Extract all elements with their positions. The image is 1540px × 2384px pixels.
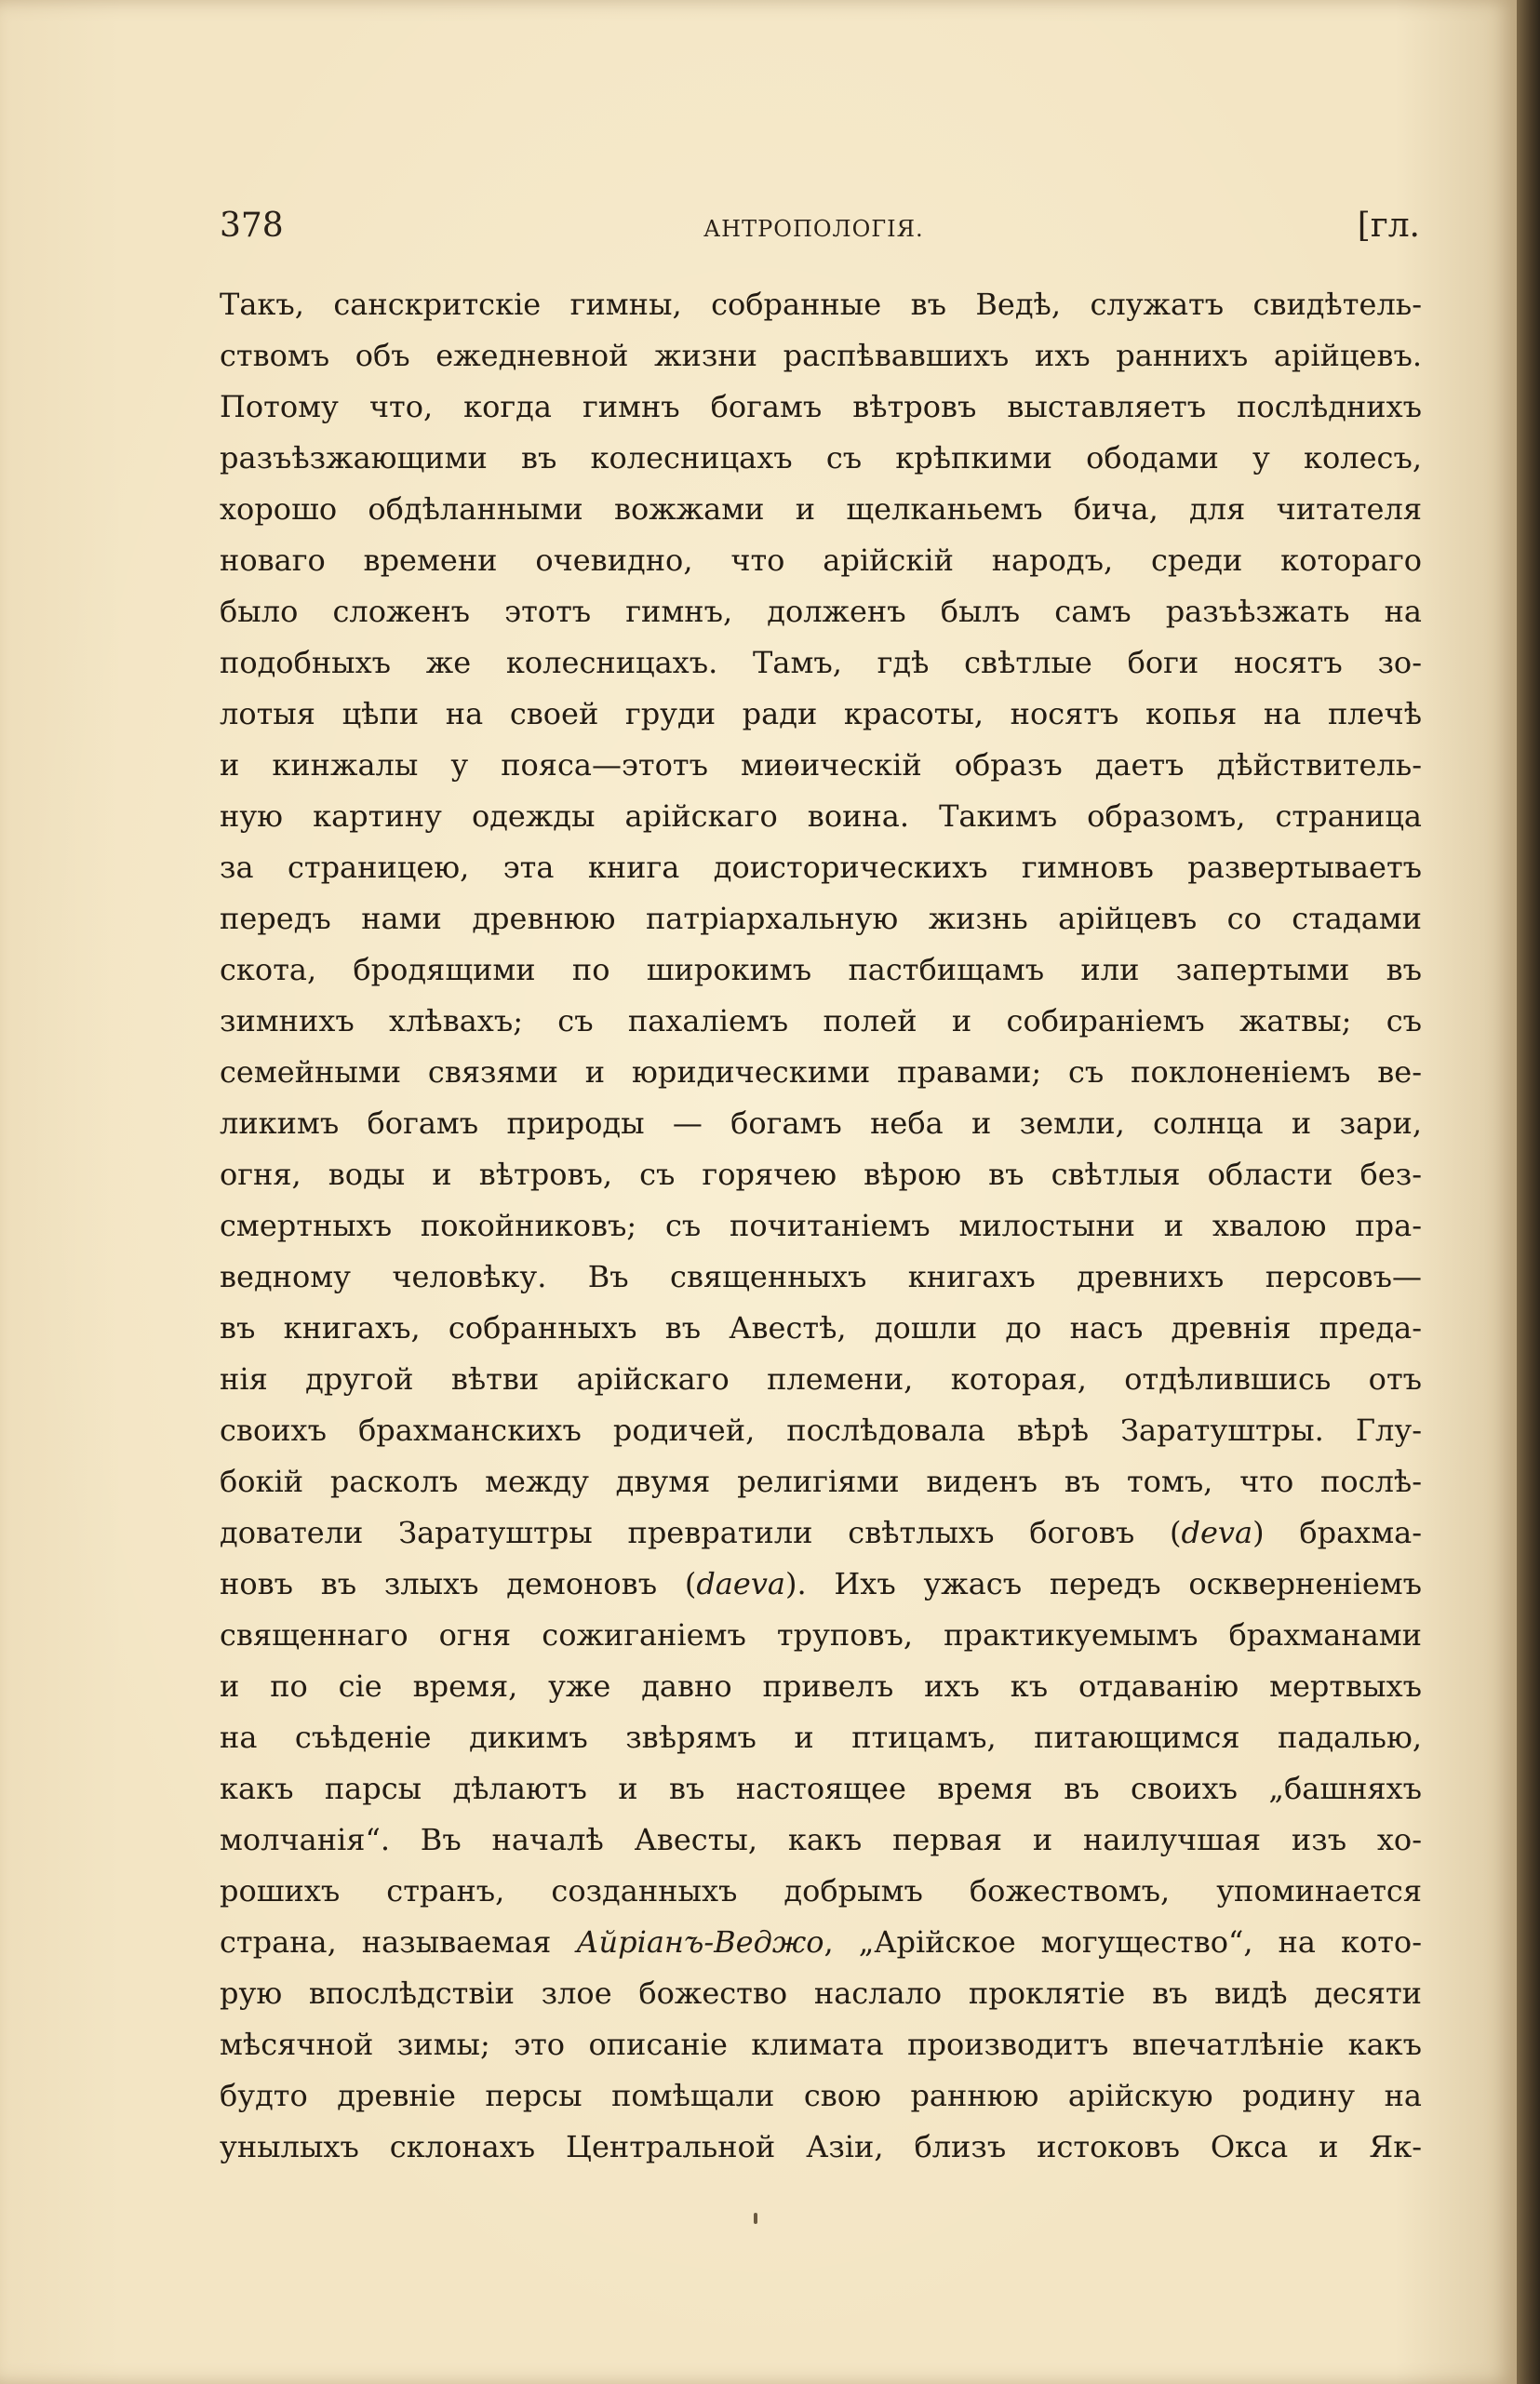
- text-line-mixed: [220, 1507, 1422, 1559]
- body-text: [220, 279, 1422, 2173]
- text-segment: страна, называемая: [220, 1924, 577, 1960]
- text-line: Потому что, когда гимнъ богамъ вѣтровъ выставляетъ послѣднихъ: [220, 389, 1422, 424]
- text-line: на съѣденіе дикимъ звѣрямъ и птицамъ, питающимся падалью,: [220, 1720, 1422, 1755]
- page-header: [220, 207, 1420, 253]
- text-line: новаго времени очевидно, что арійскій народъ, среди котораго: [220, 542, 1422, 578]
- text-line: Такъ, санскритскіе гимны, собранные въ Ведѣ, служатъ свидѣтель-: [220, 287, 1422, 322]
- text-line: и кинжалы у пояса—этотъ миѳическій образъ даетъ дѣйствитель-: [220, 747, 1422, 783]
- text-line: рошихъ странъ, созданныхъ добрымъ божествомъ, упоминается: [220, 1873, 1422, 1909]
- text-line: скота, бродящими по широкимъ пастбищамъ или запертыми въ: [220, 952, 1422, 987]
- printer-mark: [754, 2213, 757, 2224]
- text-line: мѣсячной зимы; это описаніе климата производитъ впечатлѣніе какъ: [220, 2027, 1422, 2062]
- text-line: за страницею, эта книга доисторическихъ гимновъ развертываетъ: [220, 850, 1422, 885]
- text-line: семейными связями и юридическими правами; съ поклоненіемъ ве-: [220, 1054, 1422, 1090]
- text-line: смертныхъ покойниковъ; съ почитаніемъ милостыни и хвалою пра-: [220, 1208, 1422, 1243]
- italic-term: deva: [1181, 1515, 1253, 1550]
- italic-term: Айріанъ-Веджо: [576, 1924, 824, 1960]
- text-line-mixed: [220, 1559, 1422, 1610]
- text-line: ведному человѣку. Въ священныхъ книгахъ древнихъ персовъ—: [220, 1259, 1422, 1294]
- section-reference: [гл.: [1357, 207, 1420, 245]
- text-line: подобныхъ же колесницахъ. Тамъ, гдѣ свѣтлые боги носятъ зо-: [220, 645, 1422, 680]
- text-line: бокій расколъ между двумя религіями виденъ въ томъ, что послѣ-: [220, 1464, 1422, 1499]
- text-line: передъ нами древнюю патріархальную жизнь арійцевъ со стадами: [220, 901, 1422, 936]
- text-line: зимнихъ хлѣвахъ; съ пахаліемъ полей и собираніемъ жатвы; съ: [220, 1003, 1422, 1038]
- running-title: АНТРОПОЛОГІЯ.: [703, 216, 924, 242]
- text-line: священнаго огня сожиганіемъ труповъ, практикуемымъ брахманами: [220, 1617, 1422, 1653]
- text-line: молчанія“. Въ началѣ Авесты, какъ первая и наилучшая изъ хо-: [220, 1822, 1422, 1857]
- text-line: хорошо обдѣланными вожжами и щелканьемъ бича, для читателя: [220, 491, 1422, 527]
- text-segment: ) брахма-: [1252, 1515, 1423, 1550]
- text-line: ствомъ объ ежедневной жизни распѣвавшихъ ихъ раннихъ арійцевъ.: [220, 338, 1422, 373]
- text-line-mixed: [220, 1917, 1422, 1968]
- text-line: огня, воды и вѣтровъ, съ горячею вѣрою въ свѣтлыя области без-: [220, 1157, 1422, 1192]
- text-line: унылыхъ склонахъ Центральной Азіи, близъ истоковъ Окса и Як-: [220, 2129, 1422, 2164]
- text-segment: новъ въ злыхъ демоновъ (: [220, 1566, 697, 1601]
- italic-term: daeva: [696, 1566, 785, 1601]
- text-line: своихъ брахманскихъ родичей, послѣдовала вѣрѣ Заратуштры. Глу-: [220, 1413, 1422, 1448]
- text-line: будто древніе персы помѣщали свою раннюю арійскую родину на: [220, 2078, 1422, 2113]
- text-line: въ книгахъ, собранныхъ въ Авестѣ, дошли до насъ древнія преда-: [220, 1310, 1422, 1346]
- book-spine-edge: [1517, 0, 1540, 2384]
- text-line: нія другой вѣтви арійскаго племени, которая, отдѣлившись отъ: [220, 1361, 1422, 1397]
- text-line: и по сіе время, уже давно привелъ ихъ къ отдаванію мертвыхъ: [220, 1668, 1422, 1704]
- text-line: ную картину одежды арійскаго воина. Такимъ образомъ, страница: [220, 798, 1422, 834]
- text-line: лотыя цѣпи на своей груди ради красоты, носятъ копья на плечѣ: [220, 696, 1422, 731]
- text-line: рую впослѣдствіи злое божество наслало проклятіе въ видѣ десяти: [220, 1976, 1422, 2011]
- text-line: какъ парсы дѣлаютъ и въ настоящее время въ своихъ „башняхъ: [220, 1771, 1422, 1806]
- text-line: разъѣзжающими въ колесницахъ съ крѣпкими ободами у колесъ,: [220, 440, 1422, 475]
- text-segment: ). Ихъ ужасъ передъ оскверненіемъ: [784, 1566, 1423, 1601]
- page-number: 378: [220, 207, 284, 245]
- text-line: ликимъ богамъ природы — богамъ неба и земли, солнца и зари,: [220, 1105, 1422, 1141]
- text-segment: дователи Заратуштры превратили свѣтлыхъ боговъ (: [220, 1515, 1182, 1550]
- text-line: было сложенъ этотъ гимнъ, долженъ былъ самъ разъѣзжать на: [220, 594, 1422, 629]
- text-segment: , „Арійское могущество“, на кото-: [824, 1924, 1422, 1960]
